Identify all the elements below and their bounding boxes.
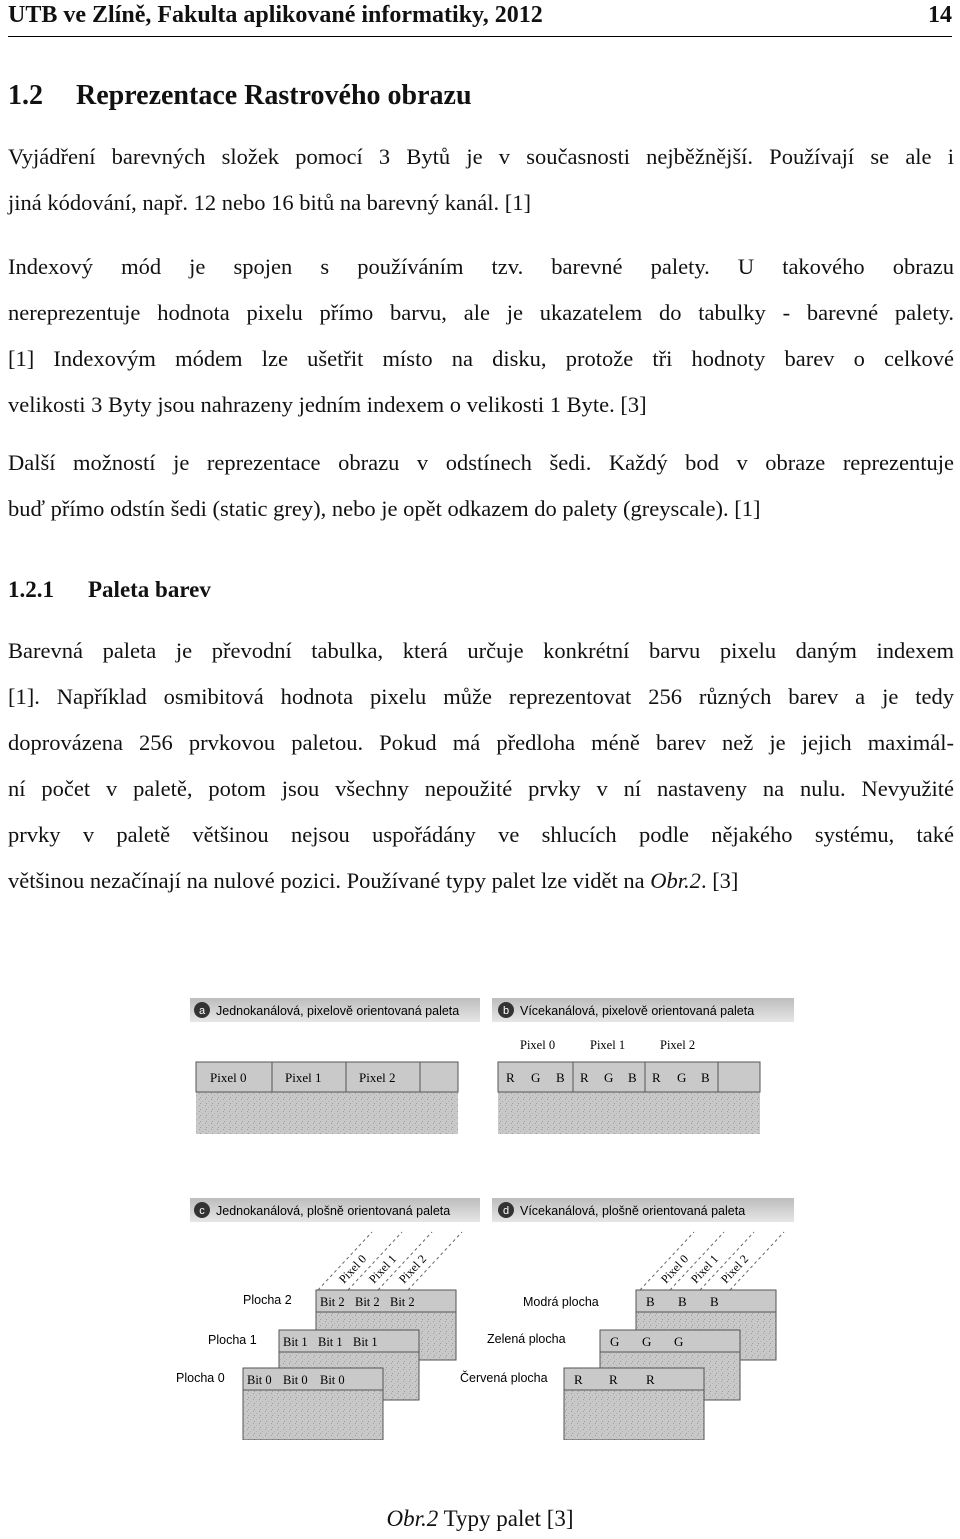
pixel-cell: Pixel 0 <box>210 1070 247 1085</box>
red-plane-row <box>564 1368 704 1390</box>
channel-cell: B <box>678 1294 687 1309</box>
badge-c-label: c <box>199 1205 205 1217</box>
bit-cell: Bit 0 <box>247 1373 272 1387</box>
blue-plane-row <box>636 1290 776 1312</box>
text-line <box>8 858 954 904</box>
text-line: nereprezentuje hodnota pixelu přímo barvu, ale je ukazatelem do tabulky - barevné palety. <box>8 300 954 325</box>
channel-cell: R <box>506 1070 515 1085</box>
section-heading <box>8 80 472 112</box>
pixel-label: Pixel 0 <box>520 1038 556 1052</box>
bit-cell: Bit 2 <box>390 1295 415 1309</box>
channel-cell: R <box>646 1372 655 1387</box>
text-line: doprovázena 256 prvkovou paletou. Pokud má předloha méně barev než je jejich maximál- <box>8 730 954 755</box>
figure-caption <box>0 1506 960 1532</box>
panel-d <box>460 1198 794 1440</box>
channel-cell: B <box>628 1070 637 1085</box>
text-line: buď přímo odstín šedi (static grey), nebo je opět odkazem do palety (greyscale). [1] <box>8 496 761 521</box>
bit-cell: Bit 0 <box>320 1373 345 1387</box>
paragraph-1 <box>8 134 954 226</box>
paragraph-4 <box>8 628 954 904</box>
pixel-label: Pixel 1 <box>590 1038 626 1052</box>
caption-text: Typy palet [3] <box>438 1506 574 1531</box>
text-line: Barevná paleta je převodní tabulka, která určuje konkrétní barvu pixelu daným indexem <box>8 638 954 663</box>
pixel-label: Pixel 2 <box>660 1038 696 1052</box>
channel-cell: B <box>710 1294 719 1309</box>
green-plane-row <box>600 1330 740 1352</box>
channel-cell: G <box>674 1334 684 1349</box>
plane-label: Zelená plocha <box>487 1332 566 1346</box>
panel-b-title: Vícekanálová, pixelově orientovaná paleta <box>520 1004 755 1018</box>
bit-cell: Bit 1 <box>318 1335 343 1349</box>
channel-cell: G <box>642 1334 652 1349</box>
diag-pixel-label: Pixel 1 <box>365 1251 400 1287</box>
badge-a-label: a <box>198 1005 206 1017</box>
plane-label: Červená plocha <box>460 1371 548 1385</box>
paragraph-2 <box>8 244 954 428</box>
text-line: velikosti 3 Byty jsou nahrazeny jedním indexem o velikosti 1 Byte. [3] <box>8 392 647 417</box>
bit-cell: Bit 2 <box>355 1295 380 1309</box>
text-segment: většinou nezačínají na nulové pozici. Používané typy palet lze vidět na <box>8 868 651 893</box>
text-line: Vyjádření barevných složek pomocí 3 Bytů je v současnosti nejběžnější. Používají se ale i <box>8 144 954 169</box>
bit-cell: Bit 1 <box>283 1335 308 1349</box>
panel-a-title: Jednokanálová, pixelově orientovaná paleta <box>216 1004 460 1018</box>
channel-cell: G <box>677 1070 687 1085</box>
panel-a <box>190 998 480 1134</box>
panel-d-title: Vícekanálová, plošně orientovaná paleta <box>520 1204 746 1218</box>
panel-c-title: Jednokanálová, plošně orientovaná paleta <box>216 1204 451 1218</box>
text-line: ní počet v paletě, potom jsou všechny nepoužité prvky v ní nastaveny na nulu. Nevyužité <box>8 776 954 801</box>
figure-reference: Obr.2 <box>650 868 701 893</box>
diag-pixel-label: Pixel 1 <box>687 1251 722 1287</box>
caption-ref: Obr.2 <box>386 1506 439 1531</box>
channel-cell: R <box>652 1070 661 1085</box>
section-number: 1.2 <box>8 80 43 111</box>
bit-cell: Bit 1 <box>353 1335 378 1349</box>
badge-d-label: d <box>502 1205 510 1217</box>
plane-label: Modrá plocha <box>523 1295 599 1309</box>
channel-cell: B <box>701 1070 710 1085</box>
section-title: Reprezentace Rastrového obrazu <box>76 80 472 111</box>
diag-pixel-label: Pixel 0 <box>657 1251 692 1287</box>
text-line: [1] Indexovým módem lze ušetřit místo na disku, protože tři hodnoty barev o celkové <box>8 346 954 371</box>
pixel-cell: Pixel 1 <box>285 1070 322 1085</box>
text-line: Indexový mód je spojen s používáním tzv. barevné palety. U takového obrazu <box>8 254 954 279</box>
bit-cell: Bit 0 <box>283 1373 308 1387</box>
palette-types-figure <box>170 990 960 1440</box>
subsection-heading <box>8 577 211 603</box>
channel-cell: B <box>646 1294 655 1309</box>
plane-label: Plocha 1 <box>208 1333 257 1347</box>
text-line: [1]. Například osmibitová hodnota pixelu může reprezentovat 256 různých barev a je tedy <box>8 684 954 709</box>
pixel-cell: Pixel 2 <box>359 1070 396 1085</box>
channel-cell: G <box>610 1334 620 1349</box>
text-segment: . [3] <box>700 868 739 893</box>
diag-pixel-label: Pixel 2 <box>717 1251 752 1287</box>
panel-c <box>176 1198 480 1440</box>
text-line: prvky v paletě většinou nejsou uspořádány ve shlucích podle nějakého systému, také <box>8 822 954 847</box>
channel-cell: G <box>604 1070 614 1085</box>
channel-cell: G <box>531 1070 541 1085</box>
channel-cell: B <box>556 1070 565 1085</box>
diag-pixel-label: Pixel 0 <box>335 1251 370 1287</box>
header-title: UTB ve Zlíně, Fakulta aplikované informatiky, 2012 <box>8 2 543 28</box>
page-header <box>8 0 952 37</box>
diag-pixel-label: Pixel 2 <box>395 1251 430 1287</box>
panel-b <box>492 998 794 1134</box>
channel-cell: R <box>574 1372 583 1387</box>
paragraph-3 <box>8 440 954 532</box>
channel-cell: R <box>580 1070 589 1085</box>
text-line: jiná kódování, např. 12 nebo 16 bitů na barevný kanál. [1] <box>8 190 531 215</box>
subsection-title: Paleta barev <box>88 577 211 602</box>
text-line: Další možností je reprezentace obrazu v odstínech šedi. Každý bod v obraze reprezentuje <box>8 450 954 475</box>
page-number: 14 <box>928 2 952 28</box>
plane-label: Plocha 2 <box>243 1293 292 1307</box>
badge-b-label: b <box>502 1005 510 1017</box>
subsection-number: 1.2.1 <box>8 577 54 602</box>
plane-label: Plocha 0 <box>176 1371 225 1385</box>
bit-cell: Bit 2 <box>320 1295 345 1309</box>
channel-cell: R <box>609 1372 618 1387</box>
